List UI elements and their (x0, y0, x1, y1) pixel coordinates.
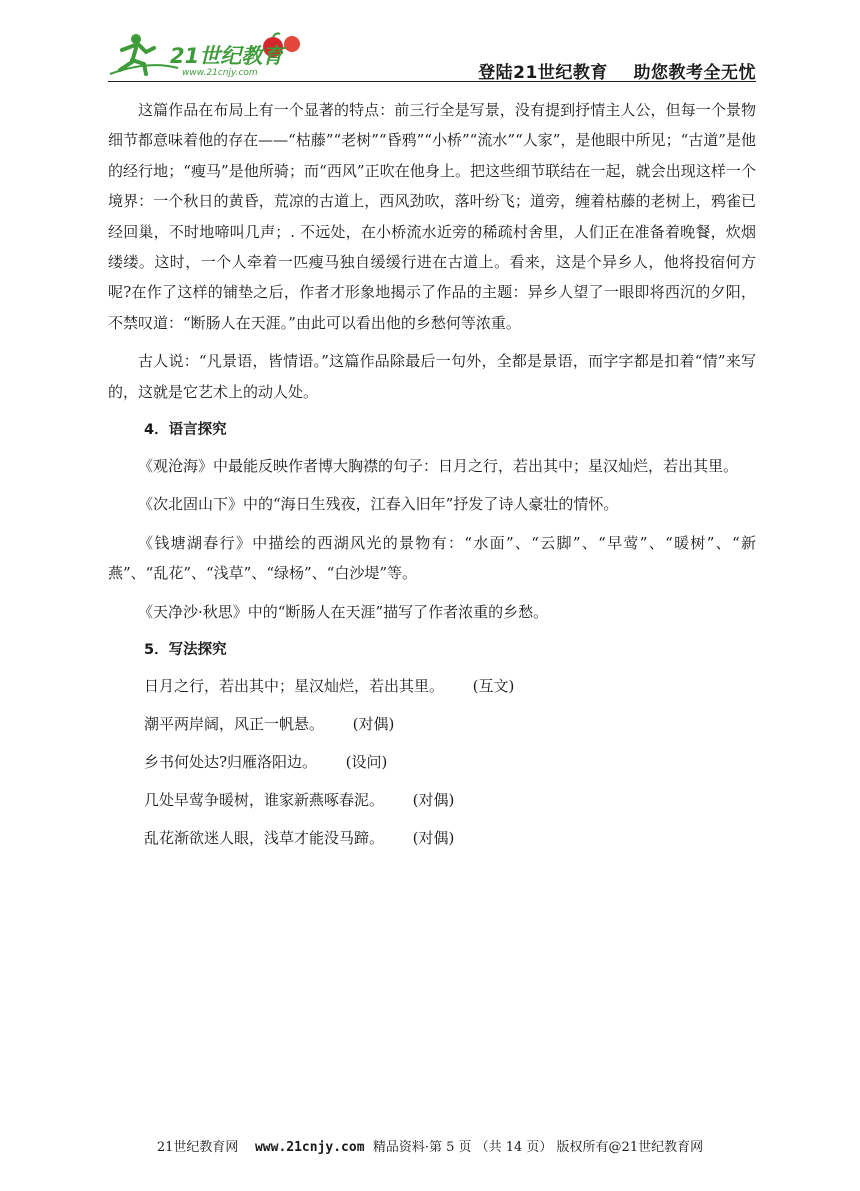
header-divider (108, 81, 756, 82)
list-item (144, 823, 756, 853)
example-sentence: 乱花渐欲迷人眼，浅草才能没马蹄。 (144, 829, 385, 848)
page-header (108, 30, 756, 82)
example-sentence: 潮平两岸阔，风正一帆悬。 (144, 715, 325, 734)
document-body (108, 95, 756, 861)
device-tag: (设问) (345, 753, 388, 772)
body-paragraph: 《观沧海》中最能反映作者博大胸襟的句子：日月之行，若出其中；星汉灿烂，若出其里。 (138, 457, 739, 476)
footer-site-name: 21世纪教育网 (156, 1140, 239, 1155)
runner-icon (110, 34, 178, 74)
example-sentence: 几处早莺争暖树，谁家新燕啄春泥。 (144, 791, 385, 810)
section-heading: 5．写法探究 (144, 642, 227, 659)
page-footer (0, 1136, 860, 1155)
body-paragraph: 这篇作品在布局上有一个显著的特点：前三行全是写景，没有提到抒情主人公，但每一个景物细节都意味着他的存在——“枯藤”“老树”“昏鸦”“小桥”“流水”“人家”，是他眼中所见；“古道”是他的经行地；“瘦马”是他所骑；而“西风”正吹在他身上。把这些细节联结在一起，就会出现这样一个境界：一个秋日的黄昏，荒凉的古道上，西风劲吹，落叶纷飞；道旁，缠着枯藤的老树上，鸦雀已经回巢，不时地啼叫几声；. 不远处，在小桥流水近旁的稀疏村舍里，人们正在准备着晚餐，炊烟缕缕。这时，一个人牵着一匹瘦马独自缓缓行进在古道上。看来，这是个异乡人，他将投宿何方呢?在作了这样的铺垫之后，作者才形象地揭示了作品的主题：异乡人望了一眼即将西沉的夕阳，不禁叹道：“断肠人在天涯。”由此可以看出他的乡愁何等浓重。 (108, 101, 756, 332)
device-tag: (对偶) (412, 791, 455, 810)
example-sentence: 乡书何处达?归雁洛阳边。 (144, 753, 318, 772)
body-paragraph: 《钱塘湖春行》中描绘的西湖风光的景物有：“水面”、“云脚”、“早莺”、“暖树”、“新燕”、“乱花”、“浅草”、“绿杨”、“白沙堤”等。 (108, 533, 756, 583)
device-tag: (对偶) (412, 829, 455, 848)
section-heading: 4．语言探究 (144, 422, 227, 439)
logo-url: www.21cnjy.com (182, 68, 258, 78)
footer-url-link[interactable]: www.21cnjy.com (254, 1140, 365, 1155)
list-item (144, 785, 756, 815)
device-tag: (对偶) (352, 715, 395, 734)
device-tag: (互文) (472, 677, 515, 696)
example-sentence: 日月之行，若出其中；星汉灿烂，若出其里。 (144, 677, 445, 696)
list-item (144, 671, 756, 701)
body-paragraph: 古人说：“凡景语，皆情语。”这篇作品除最后一句外，全都是景语，而字字都是扣着“情”来写的，这就是它艺术上的动人处。 (108, 352, 756, 401)
list-item (144, 709, 756, 739)
body-paragraph: 《天净沙·秋思》中的“断肠人在天涯”描写了作者浓重的乡愁。 (138, 602, 549, 621)
header-tagline: 登陆21世纪教育 助您教考全无忧 (478, 63, 756, 83)
body-paragraph: 《次北固山下》中的“海日生残夜，江春入旧年”抒发了诗人豪壮的情怀。 (138, 495, 619, 514)
site-logo (108, 30, 308, 80)
list-item (144, 747, 756, 777)
logo-text: 21世纪教育 (170, 44, 284, 68)
footer-page-info: 精品资料·第 5 页 （共 14 页） 版权所有@21世纪教育网 (372, 1140, 704, 1155)
